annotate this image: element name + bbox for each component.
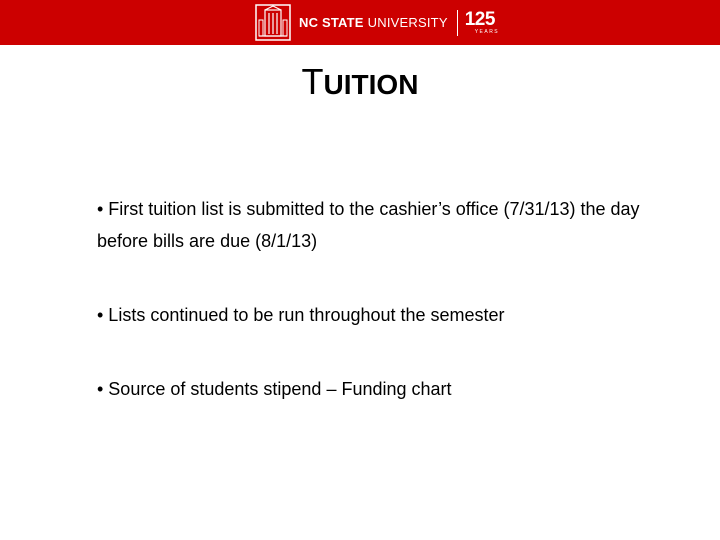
- anniversary-number: 125: [464, 8, 495, 30]
- slide-title-rest: UITION: [323, 69, 419, 100]
- slide-title-initial: T: [301, 61, 324, 102]
- header-bar: [0, 0, 720, 45]
- anniversary-mark: [465, 10, 499, 36]
- bullet-item: • First tuition list is submitted to the cashier’s office (7/31/13) the day before bills are due (8/1/13): [97, 199, 640, 251]
- brand-divider: [457, 10, 458, 36]
- bullet-list: [97, 193, 677, 405]
- belltower-icon: [255, 4, 291, 41]
- bullet-item: • Lists continued to be run throughout the semester: [97, 305, 505, 325]
- university-brand[interactable]: [255, 4, 499, 41]
- wordmark-light: UNIVERSITY: [367, 15, 448, 30]
- slide-title: [0, 60, 720, 107]
- anniversary-label: YEARS: [474, 28, 500, 35]
- wordmark-bold: NC STATE: [299, 15, 364, 30]
- university-wordmark: [299, 15, 448, 30]
- bullet-item: • Source of students stipend – Funding chart: [97, 379, 452, 399]
